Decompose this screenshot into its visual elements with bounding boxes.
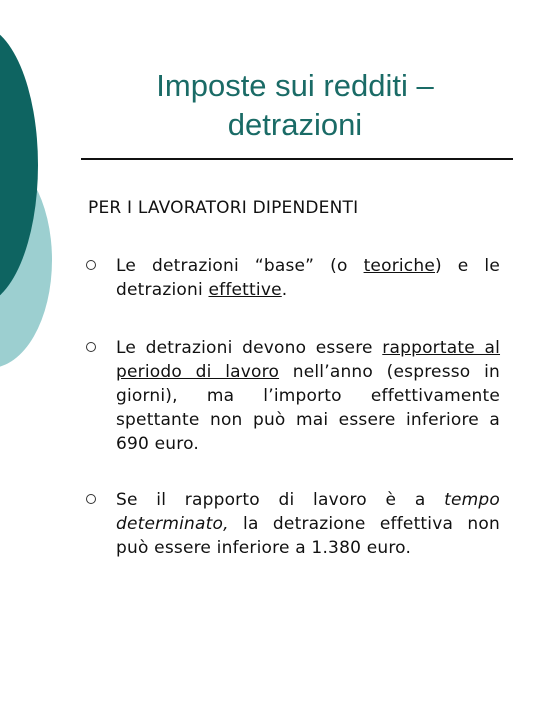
bullet-circle-icon [86,494,96,504]
slide-title-line-2: detrazioni [227,107,363,142]
underlined-phrase-periodo: rapportate al periodo di lavoro [116,338,501,382]
slide-title-line-1: Imposte sui redditi – [156,68,434,103]
italic-term-tempo-determinato: tempo determinato, [116,490,500,534]
bullet-text-segment: . [281,280,288,300]
bullet-text-2 [116,336,500,456]
bullet-item-3 [86,488,500,560]
bullet-text-segment: ) e le detrazioni [116,256,500,300]
bullet-item-2 [86,336,500,456]
bullet-text-segment: la detrazione effettiva non può essere inferiore a 1.380 euro. [116,514,500,558]
section-heading: PER I LAVORATORI DIPENDENTI [88,198,359,218]
bullet-circle-icon [86,260,96,270]
title-divider [81,158,513,160]
decorative-shape [0,0,70,380]
bullet-text-3 [116,488,500,560]
slide-title [80,66,510,144]
underlined-term-effettive: effettive [208,280,282,300]
bullet-text-segment: nell’anno (espresso in giorni), ma l’importo effettivamente spettante non può mai essere inferiore a 690 euro. [116,362,500,454]
underlined-term-teoriche: teoriche [363,256,435,276]
bullet-circle-icon [86,342,96,352]
bullet-text-segment: Se il rapporto di lavoro è a [116,490,445,510]
bullet-text-1 [116,254,500,302]
bullet-text-segment: Le detrazioni devono essere [116,338,383,358]
bullet-text-segment: Le detrazioni “base” (o [116,256,364,276]
bullet-item-1 [86,254,500,302]
